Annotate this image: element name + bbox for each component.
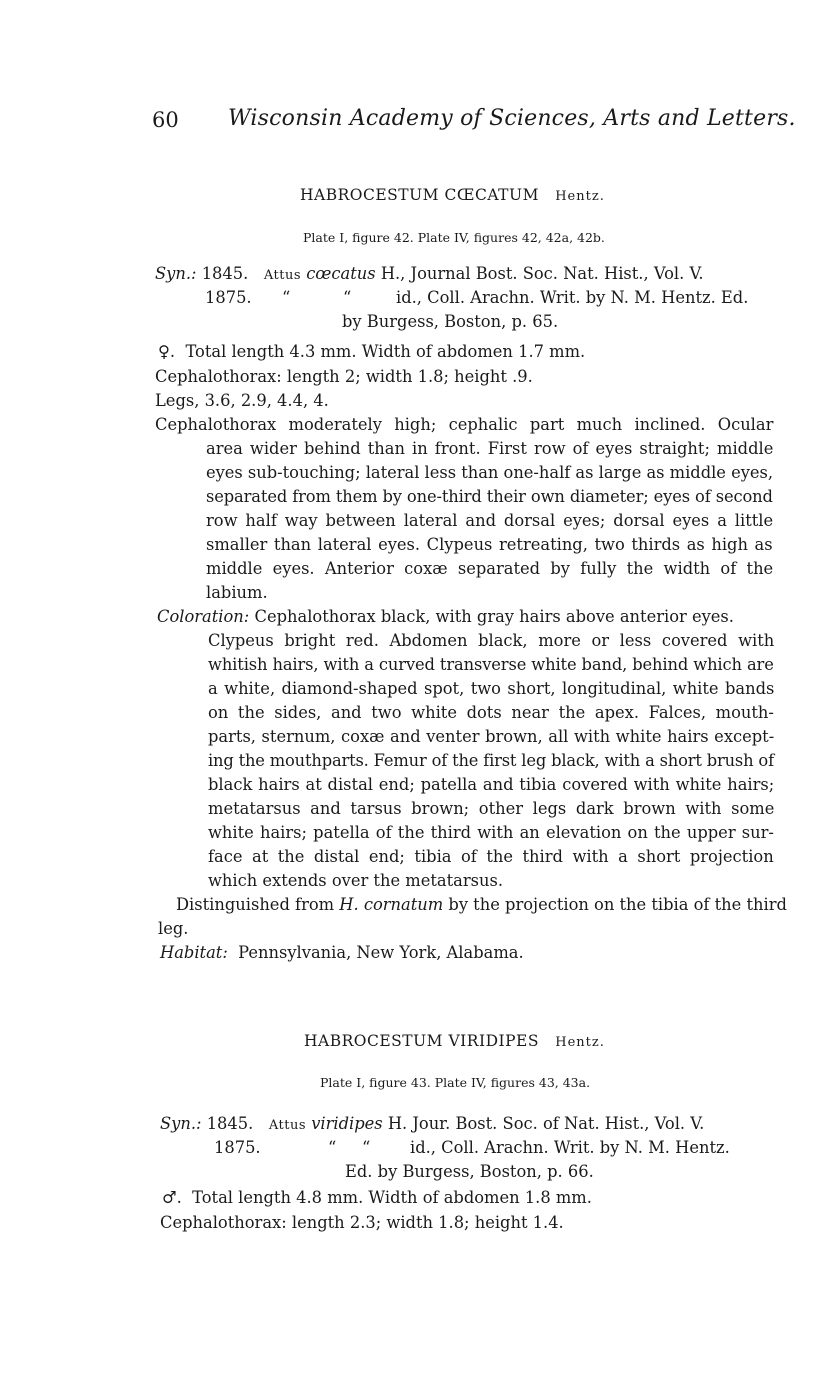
species2-cephalothorax: Cephalothorax: length 2.3; width 1.8; height 1.4.: [160, 1213, 564, 1232]
species2-heading: [304, 1032, 605, 1050]
species1-legs: Legs, 3.6, 2.9, 4.4, 4.: [155, 391, 329, 410]
desc-line: separated from them by one-third their own diameter; eyes of second: [206, 487, 773, 506]
species1-plate-ref: Plate I, figure 42. Plate IV, figures 42, 42a, 42b.: [303, 230, 605, 245]
syn-citation-cont: Ed. by Burgess, Boston, p. 66.: [345, 1162, 594, 1181]
coloration-line: metatarsus and tarsus brown; other legs dark brown with some: [208, 799, 775, 818]
syn-year: 1875.: [205, 288, 252, 307]
desc-line: middle eyes. Anterior coxæ separated by fully the width of the: [206, 559, 774, 578]
species1-author: Hentz.: [555, 189, 605, 204]
habitat-label: Habitat:: [160, 943, 228, 962]
desc-line: row half way between lateral and dorsal eyes; dorsal eyes a little: [206, 511, 774, 530]
coloration-line: ing the mouthparts. Femur of the first leg black, with a short brush of: [208, 751, 774, 770]
syn-citation-cont: by Burgess, Boston, p. 65.: [342, 312, 559, 331]
page-number: 60: [152, 108, 179, 132]
species1-cephalothorax: Cephalothorax: length 2; width 1.8; height .9.: [155, 367, 533, 386]
species1-syn-line2: [205, 288, 252, 307]
species2-author: Hentz.: [555, 1035, 605, 1050]
desc-line: smaller than lateral eyes. Clypeus retreating, two thirds as high as: [206, 535, 773, 554]
species2-name: HABROCESTUM VIRIDIPES: [304, 1032, 539, 1050]
syn-genus: Attus: [268, 1118, 306, 1133]
species2-total-length: ♂. Total length 4.8 mm. Width of abdomen 1.8 mm.: [162, 1188, 592, 1207]
syn-species: viridipes: [311, 1114, 383, 1133]
ditto-mark: “: [328, 1138, 337, 1157]
coloration-line: face at the distal end; tibia of the third with a short projection: [208, 847, 774, 866]
coloration-line: a white, diamond-shaped spot, two short, longitudinal, white bands: [208, 679, 775, 698]
distinguished-line1: Distinguished from H. cornatum by the projection on the tibia of the third: [176, 895, 787, 914]
syn-year: 1875.: [214, 1138, 261, 1157]
syn-species: cœcatus: [306, 264, 376, 283]
species2-syn-line1: [160, 1114, 704, 1133]
syn-year: 1845.: [201, 264, 249, 283]
desc-line: eyes sub-touching; lateral less than one-half as large as middle eyes,: [206, 463, 773, 482]
desc-line: Cephalothorax moderately high; cephalic part much inclined. Ocular: [155, 415, 774, 434]
coloration-line: on the sides, and two white dots near the apex. Falces, mouth-: [208, 703, 774, 722]
coloration-line: which extends over the metatarsus.: [208, 871, 504, 890]
syn-citation: H., Journal Bost. Soc. Nat. Hist., Vol. V.: [380, 264, 704, 283]
syn-label: Syn.:: [160, 1114, 202, 1133]
ditto-mark: “: [362, 1138, 371, 1157]
running-title: Wisconsin Academy of Sciences, Arts and Letters.: [228, 106, 796, 131]
coloration-line: whitish hairs, with a curved transverse white band, behind which are: [208, 655, 774, 674]
coloration-line1: Coloration: Cephalothorax black, with gray hairs above anterior eyes.: [157, 607, 734, 626]
coloration-label: Coloration:: [157, 607, 250, 626]
species1-name: HABROCESTUM CŒCATUM: [300, 186, 539, 204]
species1-total-length: ♀. Total length 4.3 mm. Width of abdomen 1.7 mm.: [158, 342, 586, 361]
coloration-line: black hairs at distal end; patella and tibia covered with white hairs;: [208, 775, 775, 794]
syn-citation: id., Coll. Arachn. Writ. by N. M. Hentz.: [410, 1138, 730, 1157]
syn-year: 1845.: [206, 1114, 254, 1133]
species1-heading: [300, 186, 605, 204]
species-ref: H. cornatum: [339, 895, 444, 914]
coloration-line: Clypeus bright red. Abdomen black, more or less covered with: [208, 631, 775, 650]
distinguished-line2: leg.: [158, 919, 189, 938]
syn-citation: H. Jour. Bost. Soc. of Nat. Hist., Vol. V.: [387, 1114, 705, 1133]
female-symbol: ♀.: [158, 342, 176, 361]
male-symbol: ♂.: [162, 1188, 182, 1207]
species1-syn-line1: [155, 264, 704, 283]
syn-genus: Attus: [263, 268, 301, 283]
ditto-mark: “: [343, 288, 352, 307]
species2-plate-ref: Plate I, figure 43. Plate IV, figures 43, 43a.: [320, 1075, 591, 1090]
desc-line: area wider behind than in front. First row of eyes straight; middle: [206, 439, 774, 458]
syn-citation: id., Coll. Arachn. Writ. by N. M. Hentz. Ed.: [396, 288, 749, 307]
ditto-mark: “: [282, 288, 291, 307]
coloration-line: parts, sternum, coxæ and venter brown, all with white hairs except-: [208, 727, 775, 746]
habitat-line: Habitat: Pennsylvania, New York, Alabama.: [160, 943, 524, 962]
coloration-line: white hairs; patella of the third with an elevation on the upper sur-: [208, 823, 774, 842]
syn-label: Syn.:: [155, 264, 197, 283]
desc-line: labium.: [206, 583, 268, 602]
